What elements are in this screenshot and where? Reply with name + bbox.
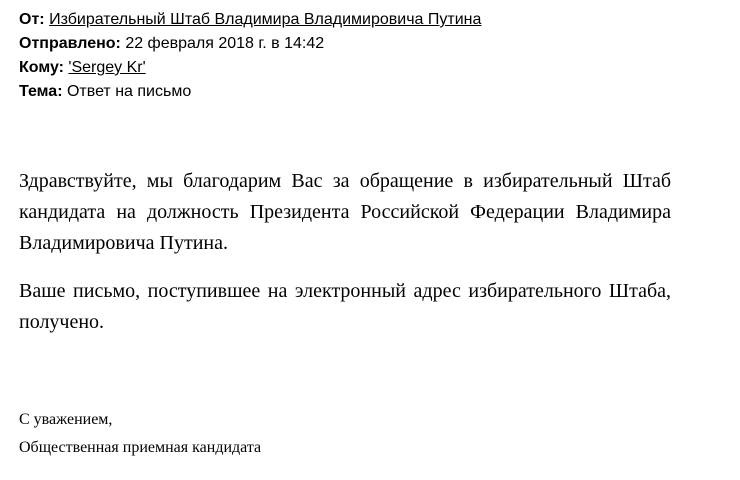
subject-row	[19, 80, 481, 104]
to-label: Кому:	[19, 59, 64, 76]
from-sender-link[interactable]: Избирательный Штаб Владимира Владимировича Путина	[49, 11, 482, 28]
sent-date: 22 февраля 2018 г. в 14:42	[125, 35, 325, 52]
signature-sender: Общественная приемная кандидата	[19, 439, 262, 456]
subject-label: Тема:	[19, 83, 63, 100]
body-paragraph-2: Ваше письмо, поступившее на электронный адрес избирательного Штаба, получено.	[19, 280, 671, 333]
to-recipient-link[interactable]: 'Sergey Kr'	[68, 59, 146, 76]
signature	[19, 406, 261, 462]
email-header	[19, 8, 481, 104]
to-row	[19, 56, 481, 80]
sent-label: Отправлено:	[19, 35, 121, 52]
signature-closing: С уважением,	[19, 411, 113, 428]
from-row	[19, 8, 481, 32]
subject-value: Ответ на письмо	[66, 83, 192, 100]
sent-row	[19, 32, 481, 56]
body-paragraph-1: Здравствуйте, мы благодарим Вас за обращение в избирательный Штаб кандидата на должность Президента Российской Федерации Владимира Владимировича Путина.	[19, 170, 671, 254]
from-label: От:	[19, 11, 45, 28]
